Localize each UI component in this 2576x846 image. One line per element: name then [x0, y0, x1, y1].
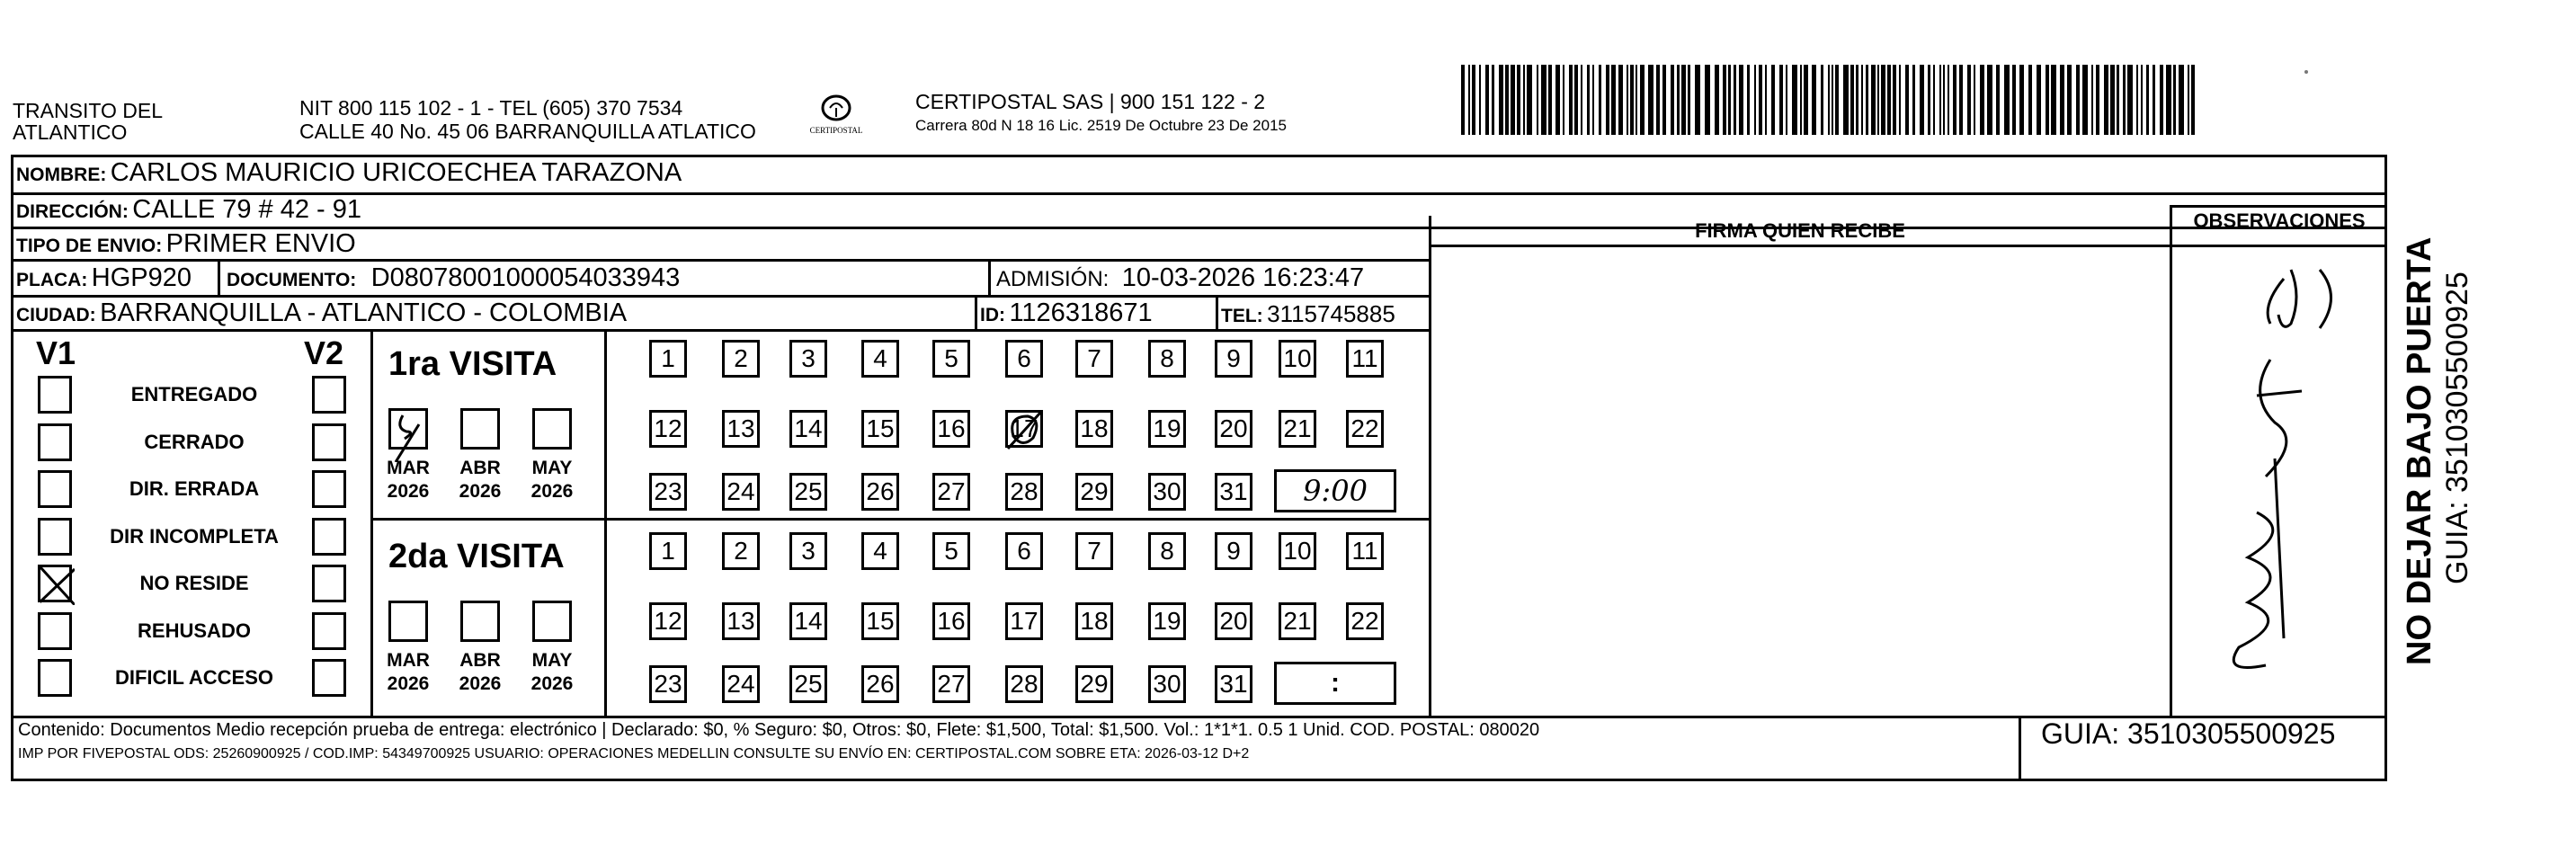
barcode-bar	[1472, 65, 1475, 135]
barcode-bar	[1987, 65, 1992, 135]
carrier-company: CERTIPOSTAL SAS | 900 151 122 - 2	[915, 90, 1266, 113]
barcode-bar	[1688, 65, 1690, 135]
barcode-bar	[2051, 65, 2056, 135]
issuer-name-line2: ATLANTICO	[13, 120, 128, 144]
observaciones-header: OBSERVACIONES	[2193, 209, 2366, 232]
v2-checkbox[interactable]	[312, 565, 346, 602]
barcode-bar	[1967, 65, 1971, 135]
day-box[interactable]: 10	[1279, 340, 1316, 378]
day-box[interactable]: 17	[1005, 602, 1043, 640]
day-box[interactable]: 26	[861, 473, 899, 511]
barcode-bar	[2019, 65, 2024, 135]
month-year: 2026	[387, 673, 430, 694]
day-box[interactable]: 1	[649, 340, 687, 378]
barcode-bar	[1771, 65, 1775, 135]
month-label	[525, 457, 579, 503]
v2-checkbox[interactable]	[312, 659, 346, 697]
reason-label: DIR INCOMPLETA	[110, 524, 279, 548]
barcode-bar	[1861, 65, 1863, 135]
rule	[11, 329, 1431, 332]
footer-divider	[2019, 716, 2021, 781]
barcode-bar	[2146, 65, 2149, 135]
v2-checkbox[interactable]	[312, 612, 346, 650]
barcode-bar	[1492, 65, 1494, 135]
barcode-bar	[1563, 65, 1564, 135]
barcode-bar	[2110, 65, 2115, 135]
barcode-bar	[1779, 65, 1783, 135]
nombre-label: NOMBRE:	[16, 165, 107, 185]
barcode-bar	[1479, 65, 1481, 135]
barcode-bar	[1517, 65, 1520, 135]
month-year: 2026	[387, 481, 430, 502]
placa-row	[16, 263, 192, 293]
barcode-bar	[1662, 65, 1666, 135]
day-box[interactable]: 9	[1215, 532, 1252, 570]
reason-label: ENTREGADO	[130, 383, 258, 405]
v1-checkbox[interactable]	[38, 423, 72, 461]
col-divider	[1429, 216, 1431, 716]
placa-label: PLACA:	[16, 270, 88, 290]
section-divider	[604, 329, 607, 716]
day-box[interactable]: 12	[649, 602, 687, 640]
day-box[interactable]: 27	[932, 665, 970, 703]
barcode-bar	[1574, 65, 1578, 135]
barcode-bar	[2060, 65, 2064, 135]
barcode-bar	[1832, 65, 1833, 135]
rule	[2170, 205, 2387, 208]
barcode-bar	[1899, 65, 1901, 135]
barcode-bar	[2136, 65, 2138, 135]
direccion-row	[16, 195, 361, 225]
barcode-bar	[1828, 65, 1830, 135]
barcode-bar	[1933, 65, 1935, 135]
admision-row	[996, 263, 1364, 293]
barcode-bar	[2076, 65, 2080, 135]
v2-checkbox[interactable]	[312, 376, 346, 414]
day-box[interactable]: 13	[722, 602, 760, 640]
day-box[interactable]: 13	[722, 410, 760, 448]
month-label	[381, 649, 435, 696]
day-box[interactable]: 14	[789, 602, 827, 640]
barcode-bar	[1843, 65, 1849, 135]
day-box[interactable]: 2	[722, 532, 760, 570]
footer-rule	[11, 716, 2387, 718]
barcode-bar	[1939, 65, 1941, 135]
barcode-bar	[1523, 65, 1525, 135]
barcode-bar	[1671, 65, 1674, 135]
barcode-bar	[1739, 65, 1743, 135]
issuer-name-line1: TRANSITO DEL	[13, 99, 163, 122]
barcode-bar	[1996, 65, 2000, 135]
cell-divider	[988, 261, 991, 295]
day-box[interactable]: 25	[789, 473, 827, 511]
barcode-bar	[1587, 65, 1590, 135]
tipo-label: TIPO DE ENVIO:	[16, 236, 163, 256]
barcode-bar	[1759, 65, 1762, 135]
visit-time-value: :	[1331, 668, 1340, 698]
day-box[interactable]: 5	[932, 532, 970, 570]
day-box[interactable]: 6	[1005, 532, 1043, 570]
barcode-bar	[1747, 65, 1750, 135]
barcode-bar	[1959, 65, 1963, 135]
barcode-bar	[1618, 65, 1623, 135]
id-label: ID:	[980, 305, 1005, 325]
day-box[interactable]: 23	[649, 665, 687, 703]
barcode-bar	[1548, 65, 1552, 135]
barcode-bar	[1541, 65, 1546, 135]
barcode-bar	[1800, 65, 1802, 135]
nombre-value: CARLOS MAURICIO URICOECHEA TARAZONA	[110, 158, 682, 187]
barcode-bar	[2012, 65, 2016, 135]
barcode-bar	[2004, 65, 2010, 135]
month-label	[453, 457, 507, 503]
day-box[interactable]: 29	[1075, 665, 1113, 703]
visit-time-box[interactable]	[1274, 469, 1396, 512]
footer-guia: GUIA: 3510305500925	[2041, 717, 2336, 750]
barcode-bar	[2179, 65, 2184, 135]
barcode-bar	[2104, 65, 2108, 135]
reason-label: DIFICIL ACCESO	[114, 666, 273, 689]
day-box[interactable]: 19	[1148, 410, 1186, 448]
barcode-bar	[1461, 65, 1465, 135]
day-box[interactable]: 15	[861, 602, 899, 640]
day-box[interactable]: 18	[1075, 410, 1113, 448]
reason-label: NO RESIDE	[139, 572, 249, 594]
v1-checkbox[interactable]	[38, 518, 72, 556]
day-box[interactable]: 29	[1075, 473, 1113, 511]
speck	[2304, 70, 2308, 74]
month-name: ABR	[459, 458, 501, 478]
v2-checkbox[interactable]	[312, 470, 346, 508]
observations-handwriting	[2185, 243, 2383, 710]
direccion-value: CALLE 79 # 42 - 91	[132, 195, 362, 224]
month-name: MAY	[531, 458, 573, 478]
day-box[interactable]: 12	[649, 410, 687, 448]
day-box[interactable]: 18	[1075, 602, 1113, 640]
documento-value: D08078001000054033943	[370, 263, 681, 292]
day-box[interactable]: 5	[932, 340, 970, 378]
barcode-bar	[2117, 65, 2119, 135]
barcode-bar	[2046, 65, 2049, 135]
day-box[interactable]: 27	[932, 473, 970, 511]
barcode-bar	[1948, 65, 1949, 135]
barcode-bar	[1850, 65, 1854, 135]
barcode-bar	[1754, 65, 1756, 135]
barcode-bar	[1677, 65, 1680, 135]
barcode-bar	[1537, 65, 1538, 135]
day-box[interactable]: 7	[1075, 340, 1113, 378]
admision-label: ADMISIÓN:	[996, 267, 1110, 291]
id-row	[980, 298, 1153, 328]
nombre-row	[16, 158, 682, 188]
barcode-bar	[1856, 65, 1858, 135]
barcode-bar	[1627, 65, 1628, 135]
barcode-bar	[2123, 65, 2126, 135]
barcode-bar	[1581, 65, 1582, 135]
v1-checkbox[interactable]	[38, 470, 72, 508]
day-box[interactable]: 11	[1346, 532, 1384, 570]
v2-header: V2	[304, 334, 344, 371]
tel-label: TEL:	[1221, 306, 1263, 326]
day-box[interactable]: 21	[1279, 410, 1316, 448]
barcode-bar	[1953, 65, 1957, 135]
day-box[interactable]: 20	[1215, 410, 1252, 448]
v1-checkbox[interactable]	[38, 565, 72, 602]
barcode-bar	[1821, 65, 1823, 135]
reason-label: DIR. ERRADA	[129, 477, 260, 500]
visit-time-box[interactable]	[1274, 662, 1396, 705]
barcode-bar	[1723, 65, 1726, 135]
day-box[interactable]: 3	[789, 532, 827, 570]
cell-divider	[218, 261, 220, 295]
visit-title: 2da VISITA	[388, 538, 565, 575]
day-box[interactable]: 20	[1215, 602, 1252, 640]
v2-checkbox[interactable]	[312, 423, 346, 461]
month-name: ABR	[459, 650, 501, 671]
v1-checkbox[interactable]	[38, 659, 72, 697]
barcode-bar	[1599, 65, 1601, 135]
documento-row	[227, 263, 680, 293]
visit-divider	[370, 518, 1430, 521]
ciudad-row	[16, 298, 627, 328]
barcode-bar	[1928, 65, 1930, 135]
ciudad-value: BARRANQUILLA - ATLANTICO - COLOMBIA	[100, 298, 628, 327]
barcode-bar	[1656, 65, 1660, 135]
barcode-bar	[1728, 65, 1731, 135]
day-box[interactable]: 7	[1075, 532, 1113, 570]
day-box[interactable]: 14	[789, 410, 827, 448]
barcode-bar	[1611, 65, 1616, 135]
barcode-bar	[1804, 65, 1808, 135]
day-box[interactable]: 26	[861, 665, 899, 703]
day-box[interactable]: 6	[1005, 340, 1043, 378]
certipostal-logo	[800, 90, 872, 144]
barcode-bar	[1877, 65, 1879, 135]
barcode-bar	[1527, 65, 1532, 135]
barcode-bar	[1786, 65, 1787, 135]
day-box[interactable]: 31	[1215, 665, 1252, 703]
barcode-bar	[2096, 65, 2099, 135]
barcode-bar	[1792, 65, 1797, 135]
visit-time-value: 9:00	[1303, 474, 1368, 508]
section-divider	[370, 329, 373, 716]
day-box[interactable]: 30	[1148, 473, 1186, 511]
barcode	[1461, 65, 2198, 137]
month-label	[453, 649, 507, 696]
v1-checkbox[interactable]	[38, 376, 72, 414]
month-checkbox[interactable]	[460, 601, 500, 642]
barcode-bar	[1681, 65, 1686, 135]
barcode-bar	[2153, 65, 2155, 135]
day-box[interactable]: 31	[1215, 473, 1252, 511]
rule	[11, 192, 2387, 195]
tel-value: 3115745885	[1267, 300, 1395, 327]
barcode-bar	[1835, 65, 1839, 135]
col-divider	[2170, 205, 2172, 716]
barcode-bar	[2160, 65, 2163, 135]
side-warning: NO DEJAR BAJO PUERTA	[2401, 236, 2438, 665]
month-year: 2026	[530, 673, 574, 694]
month-checkbox[interactable]	[532, 601, 572, 642]
month-checkbox[interactable]	[532, 408, 572, 450]
day-box[interactable]: 28	[1005, 473, 1043, 511]
day-box[interactable]: 3	[789, 340, 827, 378]
barcode-bar	[2028, 65, 2032, 135]
month-label	[381, 457, 435, 503]
reason-label: CERRADO	[144, 430, 245, 453]
barcode-bar	[1866, 65, 1868, 135]
barcode-bar	[1893, 65, 1896, 135]
barcode-bar	[1974, 65, 1975, 135]
month-checkbox[interactable]	[388, 601, 428, 642]
day-box[interactable]: 23	[649, 473, 687, 511]
month-name: MAY	[531, 650, 573, 671]
issuer-nit: NIT 800 115 102 - 1 - TEL (605) 370 7534	[299, 96, 683, 120]
admision-value: 10-03-2026 16:23:47	[1121, 263, 1365, 292]
barcode-bar	[1980, 65, 1984, 135]
barcode-bar	[1912, 65, 1915, 135]
barcode-bar	[2191, 65, 2195, 135]
barcode-bar	[1569, 65, 1573, 135]
barcode-bar	[2127, 65, 2133, 135]
day-box[interactable]: 11	[1346, 340, 1384, 378]
barcode-bar	[1648, 65, 1653, 135]
barcode-bar	[1592, 65, 1594, 135]
barcode-bar	[1505, 65, 1509, 135]
carrier-license: Carrera 80d N 18 16 Lic. 2519 De Octubre 23 De 2015	[915, 117, 1287, 134]
circle-mark-icon	[1004, 409, 1046, 450]
day-box[interactable]: 22	[1346, 410, 1384, 448]
barcode-bar	[1555, 65, 1560, 135]
barcode-bar	[1468, 65, 1470, 135]
rule	[11, 295, 1431, 298]
day-box[interactable]: 15	[861, 410, 899, 448]
barcode-bar	[1765, 65, 1767, 135]
day-box[interactable]: 16	[932, 602, 970, 640]
v1-checkbox[interactable]	[38, 612, 72, 650]
day-box[interactable]: 28	[1005, 665, 1043, 703]
barcode-bar	[1887, 65, 1891, 135]
day-box[interactable]: 17	[1005, 410, 1043, 448]
month-label	[525, 649, 579, 696]
tipo-value: PRIMER ENVIO	[165, 229, 356, 258]
month-name: MAR	[387, 650, 430, 671]
barcode-bar	[1715, 65, 1719, 135]
barcode-bar	[1881, 65, 1885, 135]
barcode-bar	[1871, 65, 1876, 135]
month-year: 2026	[530, 481, 574, 502]
day-box[interactable]: 19	[1148, 602, 1186, 640]
month-year: 2026	[459, 673, 502, 694]
barcode-bar	[2188, 65, 2189, 135]
barcode-bar	[2173, 65, 2176, 135]
ciudad-label: CIUDAD:	[16, 305, 96, 325]
barcode-bar	[1812, 65, 1816, 135]
footer-print-info: IMP POR FIVEPOSTAL ODS: 25260900925 / COD.IMP: 54349700925 USUARIO: OPERACIONES MEDELLIN CONSULTE SU ENVÍO EN: CERTIPOSTAL.COM SOBRE ETA: 2026-03-12 D+2	[18, 746, 1250, 761]
barcode-bar	[1606, 65, 1609, 135]
cell-divider	[975, 297, 977, 329]
visit-title: 1ra VISITA	[388, 345, 557, 383]
day-box[interactable]: 25	[789, 665, 827, 703]
barcode-bar	[1485, 65, 1489, 135]
tipo-row	[16, 229, 356, 259]
day-box[interactable]: 8	[1148, 532, 1186, 570]
form-frame	[11, 155, 2387, 781]
barcode-bar	[2037, 65, 2041, 135]
day-box[interactable]: 9	[1215, 340, 1252, 378]
id-value: 1126318671	[1009, 298, 1153, 327]
barcode-bar	[1636, 65, 1637, 135]
barcode-bar	[1920, 65, 1924, 135]
barcode-bar	[2082, 65, 2088, 135]
cell-divider	[1216, 297, 1218, 329]
day-box[interactable]: 8	[1148, 340, 1186, 378]
firma-header: FIRMA QUIEN RECIBE	[1695, 219, 1905, 242]
placa-value: HGP920	[91, 263, 192, 292]
day-box[interactable]: 21	[1279, 602, 1316, 640]
barcode-bar	[2141, 65, 2143, 135]
barcode-bar	[1905, 65, 1909, 135]
barcode-bar	[1499, 65, 1503, 135]
barcode-bar	[2091, 65, 2093, 135]
direccion-label: DIRECCIÓN:	[16, 201, 129, 222]
month-year: 2026	[459, 481, 502, 502]
check-mark-icon	[40, 567, 75, 605]
v2-checkbox[interactable]	[312, 518, 346, 556]
footer-content: Contenido: Documentos Medio recepción prueba de entrega: electrónico | Declarado: $0, % Seguro: $0, Otros: $0, Flete: $1,500, Total: $1,500. Vol.: 1*1*1. 0.5 1 Unid. COD. POSTAL: 080020	[18, 720, 1540, 740]
documento-label: DOCUMENTO:	[227, 270, 357, 290]
month-checkbox[interactable]	[460, 408, 500, 450]
day-box[interactable]: 1	[649, 532, 687, 570]
day-box[interactable]: 24	[722, 473, 760, 511]
barcode-bar	[1705, 65, 1710, 135]
barcode-bar	[1943, 65, 1945, 135]
day-box[interactable]: 22	[1346, 602, 1384, 640]
barcode-bar	[2067, 65, 2072, 135]
rule	[11, 259, 1431, 262]
logo-text: CERTIPOSTAL	[809, 126, 863, 135]
barcode-bar	[1630, 65, 1634, 135]
barcode-bar	[2166, 65, 2171, 135]
barcode-bar	[1640, 65, 1645, 135]
side-guia: GUIA: 3510305500925	[2440, 272, 2474, 584]
day-box[interactable]: 24	[722, 665, 760, 703]
tel-row	[1221, 300, 1395, 328]
day-box[interactable]: 10	[1279, 532, 1316, 570]
v1-header: V1	[36, 334, 76, 371]
reason-label: REHUSADO	[138, 619, 251, 642]
month-name: MAR	[387, 458, 430, 478]
issuer-address: CALLE 40 No. 45 06 BARRANQUILLA ATLATICO	[299, 120, 756, 143]
day-box[interactable]: 2	[722, 340, 760, 378]
barcode-bar	[1511, 65, 1515, 135]
day-box[interactable]: 4	[861, 340, 899, 378]
certipostal-logo-icon	[800, 90, 872, 144]
day-box[interactable]: 4	[861, 532, 899, 570]
barcode-bar	[1734, 65, 1736, 135]
check-mark-icon	[388, 408, 428, 462]
month-checkbox[interactable]	[388, 408, 428, 450]
day-box[interactable]: 16	[932, 410, 970, 448]
day-box[interactable]: 30	[1148, 665, 1186, 703]
barcode-bar	[1695, 65, 1700, 135]
